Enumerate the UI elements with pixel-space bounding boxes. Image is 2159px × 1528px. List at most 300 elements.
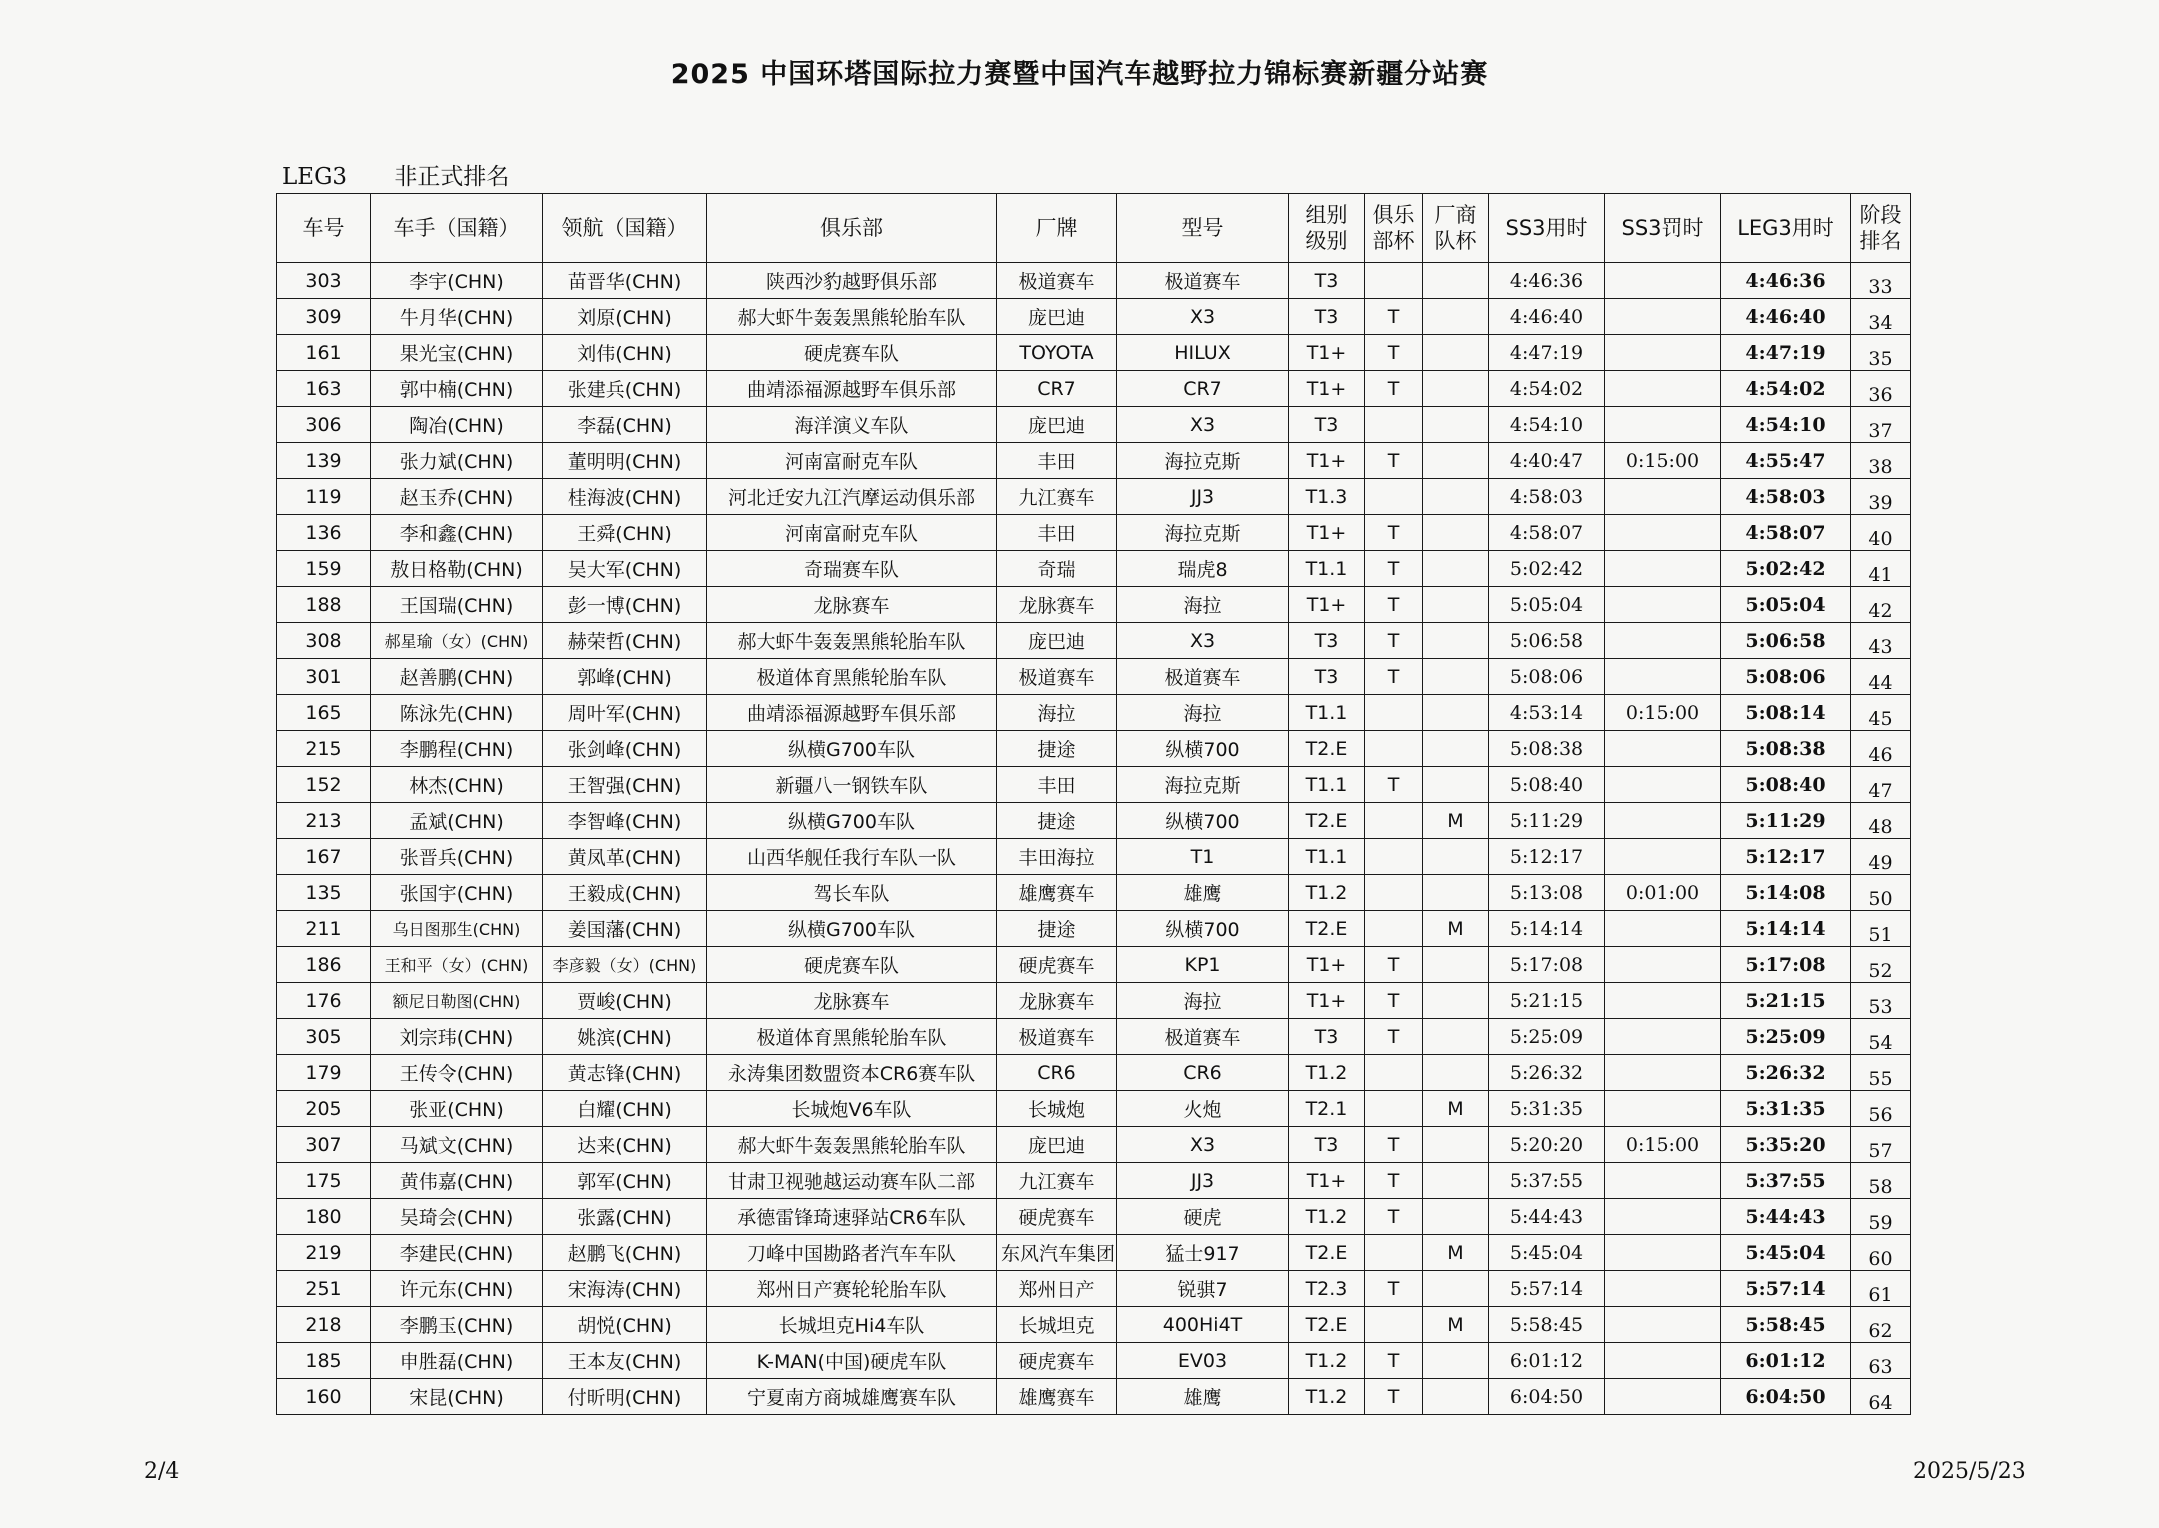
col-header-maker-cup-line2: 队杯	[1434, 229, 1477, 253]
cell-ss3-penalty	[1605, 803, 1721, 839]
cell-club-cup: T	[1365, 1127, 1423, 1163]
cell-ss3-time: 5:17:08	[1489, 947, 1605, 983]
cell-car-no: 175	[277, 1163, 371, 1199]
cell-maker-cup	[1423, 587, 1489, 623]
col-header-driver: 车手（国籍）	[371, 194, 543, 263]
cell-codriver: 吴大军(CHN)	[543, 551, 707, 587]
cell-club-cup: T	[1365, 443, 1423, 479]
cell-leg3-time: 5:57:14	[1721, 1271, 1851, 1307]
cell-driver: 张晋兵(CHN)	[371, 839, 543, 875]
cell-codriver: 彭一博(CHN)	[543, 587, 707, 623]
cell-maker-cup	[1423, 407, 1489, 443]
leg-label: LEG3	[282, 164, 348, 190]
cell-codriver: 姚滨(CHN)	[543, 1019, 707, 1055]
cell-club-cup: T	[1365, 1163, 1423, 1199]
cell-brand: 东风汽车集团	[997, 1235, 1117, 1271]
cell-club-cup: T	[1365, 1379, 1423, 1415]
cell-club: 纵横G700车队	[707, 803, 997, 839]
cell-club: 郝大虾牛轰轰黑熊轮胎车队	[707, 623, 997, 659]
cell-codriver: 胡悦(CHN)	[543, 1307, 707, 1343]
cell-maker-cup	[1423, 1199, 1489, 1235]
cell-codriver: 黄志锋(CHN)	[543, 1055, 707, 1091]
cell-club: 郑州日产赛轮轮胎车队	[707, 1271, 997, 1307]
cell-club: 河南富耐克车队	[707, 515, 997, 551]
cell-maker-cup	[1423, 1019, 1489, 1055]
table-row	[277, 1199, 1911, 1235]
cell-ss3-penalty	[1605, 371, 1721, 407]
cell-car-no: 218	[277, 1307, 371, 1343]
cell-model: CR7	[1117, 371, 1289, 407]
cell-model: 锐骐7	[1117, 1271, 1289, 1307]
cell-rank: 61	[1851, 1271, 1911, 1307]
cell-driver: 王国瑞(CHN)	[371, 587, 543, 623]
cell-model: X3	[1117, 299, 1289, 335]
cell-club-cup: T	[1365, 947, 1423, 983]
table-row	[277, 767, 1911, 803]
table-row	[277, 1307, 1911, 1343]
table-row	[277, 1019, 1911, 1055]
cell-driver: 陈泳先(CHN)	[371, 695, 543, 731]
cell-brand: 九江赛车	[997, 1163, 1117, 1199]
cell-leg3-time: 4:46:40	[1721, 299, 1851, 335]
cell-club: 极道体育黑熊轮胎车队	[707, 1019, 997, 1055]
cell-maker-cup	[1423, 299, 1489, 335]
cell-model: 火炮	[1117, 1091, 1289, 1127]
cell-group: T3	[1289, 263, 1365, 299]
cell-club: 山西华舰任我行车队一队	[707, 839, 997, 875]
cell-group: T1+	[1289, 587, 1365, 623]
cell-ss3-time: 4:58:03	[1489, 479, 1605, 515]
cell-car-no: 251	[277, 1271, 371, 1307]
cell-leg3-time: 5:11:29	[1721, 803, 1851, 839]
cell-car-no: 185	[277, 1343, 371, 1379]
cell-rank: 62	[1851, 1307, 1911, 1343]
cell-codriver: 郭峰(CHN)	[543, 659, 707, 695]
table-row	[277, 299, 1911, 335]
cell-maker-cup: M	[1423, 803, 1489, 839]
cell-car-no: 159	[277, 551, 371, 587]
cell-car-no: 165	[277, 695, 371, 731]
cell-group: T2.E	[1289, 1307, 1365, 1343]
cell-ss3-penalty	[1605, 1307, 1721, 1343]
cell-club-cup	[1365, 1091, 1423, 1127]
cell-club: 驾长车队	[707, 875, 997, 911]
cell-brand: TOYOTA	[997, 335, 1117, 371]
cell-model: 纵横700	[1117, 803, 1289, 839]
cell-club-cup: T	[1365, 335, 1423, 371]
cell-club: 郝大虾牛轰轰黑熊轮胎车队	[707, 299, 997, 335]
cell-driver: 郝星瑜（女）(CHN)	[371, 623, 543, 659]
cell-group: T1+	[1289, 371, 1365, 407]
cell-leg3-time: 5:08:38	[1721, 731, 1851, 767]
cell-ss3-time: 4:40:47	[1489, 443, 1605, 479]
ranking-type-label: 非正式排名	[394, 164, 510, 190]
cell-ss3-time: 5:08:40	[1489, 767, 1605, 803]
col-header-maker-cup-line1: 厂商	[1434, 203, 1477, 227]
cell-maker-cup	[1423, 767, 1489, 803]
cell-maker-cup	[1423, 263, 1489, 299]
cell-rank: 54	[1851, 1019, 1911, 1055]
cell-ss3-time: 5:37:55	[1489, 1163, 1605, 1199]
cell-maker-cup: M	[1423, 1307, 1489, 1343]
page-title: 2025 中国环塔国际拉力赛暨中国汽车越野拉力锦标赛新疆分站赛	[670, 59, 1489, 90]
col-header-club-cup-line2: 部杯	[1372, 229, 1415, 253]
cell-brand: 捷途	[997, 803, 1117, 839]
cell-car-no: 188	[277, 587, 371, 623]
cell-ss3-penalty	[1605, 1343, 1721, 1379]
cell-leg3-time: 4:46:36	[1721, 263, 1851, 299]
cell-leg3-time: 5:05:04	[1721, 587, 1851, 623]
cell-model: 瑞虎8	[1117, 551, 1289, 587]
cell-rank: 57	[1851, 1127, 1911, 1163]
cell-club-cup	[1365, 911, 1423, 947]
cell-club: 宁夏南方商城雄鹰赛车队	[707, 1379, 997, 1415]
cell-codriver: 刘原(CHN)	[543, 299, 707, 335]
col-header-car-no: 车号	[277, 194, 371, 263]
cell-club-cup: T	[1365, 299, 1423, 335]
cell-car-no: 303	[277, 263, 371, 299]
cell-car-no: 309	[277, 299, 371, 335]
cell-maker-cup	[1423, 551, 1489, 587]
cell-group: T1+	[1289, 335, 1365, 371]
cell-rank: 38	[1851, 443, 1911, 479]
cell-rank: 64	[1851, 1379, 1911, 1415]
cell-group: T3	[1289, 659, 1365, 695]
cell-car-no: 160	[277, 1379, 371, 1415]
col-header-group-line1: 组别	[1305, 203, 1348, 227]
cell-brand: 丰田海拉	[997, 839, 1117, 875]
col-header-brand: 厂牌	[997, 194, 1117, 263]
cell-group: T3	[1289, 1019, 1365, 1055]
cell-ss3-time: 5:26:32	[1489, 1055, 1605, 1091]
cell-ss3-penalty	[1605, 407, 1721, 443]
cell-car-no: 139	[277, 443, 371, 479]
cell-codriver: 赵鹏飞(CHN)	[543, 1235, 707, 1271]
cell-model: JJ3	[1117, 1163, 1289, 1199]
cell-club: 奇瑞赛车队	[707, 551, 997, 587]
cell-model: 极道赛车	[1117, 263, 1289, 299]
cell-car-no: 307	[277, 1127, 371, 1163]
cell-club-cup	[1365, 263, 1423, 299]
col-header-group	[1289, 194, 1365, 263]
cell-leg3-time: 6:04:50	[1721, 1379, 1851, 1415]
cell-club-cup	[1365, 695, 1423, 731]
cell-driver: 乌日图那生(CHN)	[371, 911, 543, 947]
cell-codriver: 白耀(CHN)	[543, 1091, 707, 1127]
cell-ss3-time: 5:25:09	[1489, 1019, 1605, 1055]
cell-model: 海拉克斯	[1117, 767, 1289, 803]
cell-codriver: 姜国藩(CHN)	[543, 911, 707, 947]
cell-club: 永涛集团数盟资本CR6赛车队	[707, 1055, 997, 1091]
col-header-club-cup	[1365, 194, 1423, 263]
cell-ss3-penalty	[1605, 911, 1721, 947]
cell-rank: 41	[1851, 551, 1911, 587]
cell-leg3-time: 5:14:14	[1721, 911, 1851, 947]
cell-club-cup	[1365, 1235, 1423, 1271]
cell-ss3-time: 5:21:15	[1489, 983, 1605, 1019]
cell-group: T1.1	[1289, 839, 1365, 875]
cell-driver: 刘宗玮(CHN)	[371, 1019, 543, 1055]
cell-club: 河北迁安九江汽摩运动俱乐部	[707, 479, 997, 515]
cell-brand: 极道赛车	[997, 659, 1117, 695]
cell-club: 海洋演义车队	[707, 407, 997, 443]
table-row	[277, 371, 1911, 407]
cell-driver: 黄伟嘉(CHN)	[371, 1163, 543, 1199]
col-header-rank-line1: 阶段	[1859, 203, 1902, 227]
cell-ss3-time: 6:01:12	[1489, 1343, 1605, 1379]
cell-club: 陕西沙豹越野俱乐部	[707, 263, 997, 299]
table-row	[277, 1163, 1911, 1199]
cell-codriver: 张露(CHN)	[543, 1199, 707, 1235]
cell-club-cup	[1365, 839, 1423, 875]
cell-driver: 赵玉乔(CHN)	[371, 479, 543, 515]
cell-leg3-time: 4:58:07	[1721, 515, 1851, 551]
cell-ss3-time: 4:46:40	[1489, 299, 1605, 335]
cell-ss3-time: 5:45:04	[1489, 1235, 1605, 1271]
cell-ss3-time: 5:08:38	[1489, 731, 1605, 767]
cell-model: EV03	[1117, 1343, 1289, 1379]
cell-leg3-time: 5:02:42	[1721, 551, 1851, 587]
cell-club: 龙脉赛车	[707, 983, 997, 1019]
cell-ss3-time: 5:44:43	[1489, 1199, 1605, 1235]
cell-leg3-time: 5:08:40	[1721, 767, 1851, 803]
cell-club: 甘肃卫视驰越运动赛车队二部	[707, 1163, 997, 1199]
col-header-group-line2: 级别	[1305, 229, 1348, 253]
cell-club-cup: T	[1365, 371, 1423, 407]
cell-club-cup	[1365, 731, 1423, 767]
cell-group: T3	[1289, 299, 1365, 335]
cell-car-no: 213	[277, 803, 371, 839]
cell-club: 硬虎赛车队	[707, 335, 997, 371]
cell-club-cup: T	[1365, 1271, 1423, 1307]
cell-codriver: 贾峻(CHN)	[543, 983, 707, 1019]
cell-car-no: 167	[277, 839, 371, 875]
subheader	[282, 158, 509, 191]
cell-ss3-penalty	[1605, 731, 1721, 767]
cell-codriver: 苗晋华(CHN)	[543, 263, 707, 299]
cell-leg3-time: 4:54:02	[1721, 371, 1851, 407]
cell-club-cup	[1365, 1307, 1423, 1343]
cell-group: T2.E	[1289, 1235, 1365, 1271]
cell-leg3-time: 5:44:43	[1721, 1199, 1851, 1235]
cell-ss3-time: 5:02:42	[1489, 551, 1605, 587]
cell-group: T1.1	[1289, 551, 1365, 587]
table-row	[277, 911, 1911, 947]
cell-rank: 53	[1851, 983, 1911, 1019]
cell-driver: 李宇(CHN)	[371, 263, 543, 299]
table-row	[277, 1271, 1911, 1307]
table-row	[277, 335, 1911, 371]
cell-maker-cup	[1423, 1379, 1489, 1415]
cell-brand: 长城炮	[997, 1091, 1117, 1127]
cell-club-cup: T	[1365, 1343, 1423, 1379]
col-header-model: 型号	[1117, 194, 1289, 263]
cell-club: 纵横G700车队	[707, 731, 997, 767]
cell-ss3-penalty	[1605, 551, 1721, 587]
cell-model: 极道赛车	[1117, 659, 1289, 695]
cell-model: X3	[1117, 407, 1289, 443]
cell-leg3-time: 5:12:17	[1721, 839, 1851, 875]
cell-driver: 张国宇(CHN)	[371, 875, 543, 911]
cell-codriver: 张建兵(CHN)	[543, 371, 707, 407]
cell-brand: CR7	[997, 371, 1117, 407]
cell-ss3-penalty: 0:15:00	[1605, 1127, 1721, 1163]
table-row	[277, 1127, 1911, 1163]
cell-ss3-penalty: 0:01:00	[1605, 875, 1721, 911]
cell-car-no: 186	[277, 947, 371, 983]
cell-club-cup: T	[1365, 623, 1423, 659]
cell-driver: 李建民(CHN)	[371, 1235, 543, 1271]
cell-brand: 硬虎赛车	[997, 947, 1117, 983]
cell-leg3-time: 5:35:20	[1721, 1127, 1851, 1163]
col-header-rank-line2: 排名	[1859, 229, 1902, 253]
cell-rank: 56	[1851, 1091, 1911, 1127]
cell-club: 郝大虾牛轰轰黑熊轮胎车队	[707, 1127, 997, 1163]
table-row	[277, 1343, 1911, 1379]
cell-maker-cup	[1423, 1271, 1489, 1307]
cell-car-no: 179	[277, 1055, 371, 1091]
cell-leg3-time: 5:17:08	[1721, 947, 1851, 983]
results-table	[276, 193, 1911, 1415]
cell-driver: 孟斌(CHN)	[371, 803, 543, 839]
cell-club: 极道体育黑熊轮胎车队	[707, 659, 997, 695]
cell-ss3-penalty	[1605, 839, 1721, 875]
cell-codriver: 董明明(CHN)	[543, 443, 707, 479]
cell-ss3-time: 6:04:50	[1489, 1379, 1605, 1415]
cell-rank: 58	[1851, 1163, 1911, 1199]
cell-driver: 额尼日勒图(CHN)	[371, 983, 543, 1019]
cell-codriver: 王本友(CHN)	[543, 1343, 707, 1379]
cell-ss3-time: 5:31:35	[1489, 1091, 1605, 1127]
cell-ss3-time: 5:11:29	[1489, 803, 1605, 839]
cell-club-cup: T	[1365, 767, 1423, 803]
cell-maker-cup	[1423, 371, 1489, 407]
cell-ss3-time: 5:08:06	[1489, 659, 1605, 695]
cell-group: T1.2	[1289, 1343, 1365, 1379]
cell-ss3-penalty	[1605, 947, 1721, 983]
cell-codriver: 刘伟(CHN)	[543, 335, 707, 371]
cell-ss3-time: 5:05:04	[1489, 587, 1605, 623]
cell-club-cup	[1365, 875, 1423, 911]
cell-ss3-penalty	[1605, 1235, 1721, 1271]
cell-brand: 捷途	[997, 731, 1117, 767]
cell-car-no: 215	[277, 731, 371, 767]
cell-brand: 庞巴迪	[997, 1127, 1117, 1163]
cell-leg3-time: 5:37:55	[1721, 1163, 1851, 1199]
cell-group: T1.3	[1289, 479, 1365, 515]
cell-maker-cup	[1423, 839, 1489, 875]
cell-group: T1.1	[1289, 695, 1365, 731]
cell-ss3-penalty	[1605, 767, 1721, 803]
cell-leg3-time: 5:45:04	[1721, 1235, 1851, 1271]
cell-leg3-time: 6:01:12	[1721, 1343, 1851, 1379]
cell-car-no: 308	[277, 623, 371, 659]
cell-driver: 张亚(CHN)	[371, 1091, 543, 1127]
cell-maker-cup	[1423, 515, 1489, 551]
cell-club-cup	[1365, 803, 1423, 839]
cell-rank: 39	[1851, 479, 1911, 515]
cell-club-cup: T	[1365, 983, 1423, 1019]
cell-ss3-time: 5:14:14	[1489, 911, 1605, 947]
cell-driver: 马斌文(CHN)	[371, 1127, 543, 1163]
cell-leg3-time: 5:58:45	[1721, 1307, 1851, 1343]
cell-ss3-time: 4:54:02	[1489, 371, 1605, 407]
cell-car-no: 176	[277, 983, 371, 1019]
cell-driver: 宋昆(CHN)	[371, 1379, 543, 1415]
table-row	[277, 659, 1911, 695]
cell-ss3-time: 4:53:14	[1489, 695, 1605, 731]
cell-car-no: 211	[277, 911, 371, 947]
cell-car-no: 301	[277, 659, 371, 695]
cell-club: 曲靖添福源越野车俱乐部	[707, 371, 997, 407]
cell-codriver: 付昕明(CHN)	[543, 1379, 707, 1415]
cell-brand: 海拉	[997, 695, 1117, 731]
col-header-codriver: 领航（国籍）	[543, 194, 707, 263]
cell-ss3-penalty	[1605, 515, 1721, 551]
cell-codriver: 李彦毅（女）(CHN)	[543, 947, 707, 983]
cell-car-no: 135	[277, 875, 371, 911]
cell-club-cup: T	[1365, 551, 1423, 587]
cell-rank: 34	[1851, 299, 1911, 335]
cell-driver: 许元东(CHN)	[371, 1271, 543, 1307]
cell-maker-cup	[1423, 659, 1489, 695]
cell-codriver: 桂海波(CHN)	[543, 479, 707, 515]
table-row	[277, 731, 1911, 767]
cell-rank: 46	[1851, 731, 1911, 767]
cell-group: T1.2	[1289, 1055, 1365, 1091]
cell-model: KP1	[1117, 947, 1289, 983]
cell-car-no: 180	[277, 1199, 371, 1235]
cell-leg3-time: 4:47:19	[1721, 335, 1851, 371]
cell-brand: 极道赛车	[997, 1019, 1117, 1055]
cell-brand: 硬虎赛车	[997, 1199, 1117, 1235]
cell-ss3-penalty	[1605, 1199, 1721, 1235]
cell-rank: 36	[1851, 371, 1911, 407]
cell-rank: 43	[1851, 623, 1911, 659]
cell-rank: 48	[1851, 803, 1911, 839]
cell-leg3-time: 5:14:08	[1721, 875, 1851, 911]
cell-car-no: 161	[277, 335, 371, 371]
cell-codriver: 王舜(CHN)	[543, 515, 707, 551]
cell-driver: 果光宝(CHN)	[371, 335, 543, 371]
cell-brand: 庞巴迪	[997, 299, 1117, 335]
cell-car-no: 305	[277, 1019, 371, 1055]
cell-ss3-time: 5:57:14	[1489, 1271, 1605, 1307]
cell-club-cup: T	[1365, 659, 1423, 695]
cell-driver: 林杰(CHN)	[371, 767, 543, 803]
cell-brand: 奇瑞	[997, 551, 1117, 587]
cell-rank: 59	[1851, 1199, 1911, 1235]
cell-rank: 55	[1851, 1055, 1911, 1091]
cell-maker-cup	[1423, 1127, 1489, 1163]
cell-rank: 45	[1851, 695, 1911, 731]
cell-rank: 50	[1851, 875, 1911, 911]
cell-car-no: 136	[277, 515, 371, 551]
cell-car-no: 219	[277, 1235, 371, 1271]
cell-driver: 赵善鹏(CHN)	[371, 659, 543, 695]
cell-group: T1+	[1289, 983, 1365, 1019]
cell-maker-cup	[1423, 983, 1489, 1019]
cell-group: T1.2	[1289, 875, 1365, 911]
cell-ss3-penalty	[1605, 335, 1721, 371]
cell-ss3-time: 5:58:45	[1489, 1307, 1605, 1343]
cell-brand: 丰田	[997, 767, 1117, 803]
cell-club-cup	[1365, 1055, 1423, 1091]
cell-maker-cup	[1423, 947, 1489, 983]
table-row	[277, 803, 1911, 839]
cell-leg3-time: 5:06:58	[1721, 623, 1851, 659]
cell-leg3-time: 5:31:35	[1721, 1091, 1851, 1127]
